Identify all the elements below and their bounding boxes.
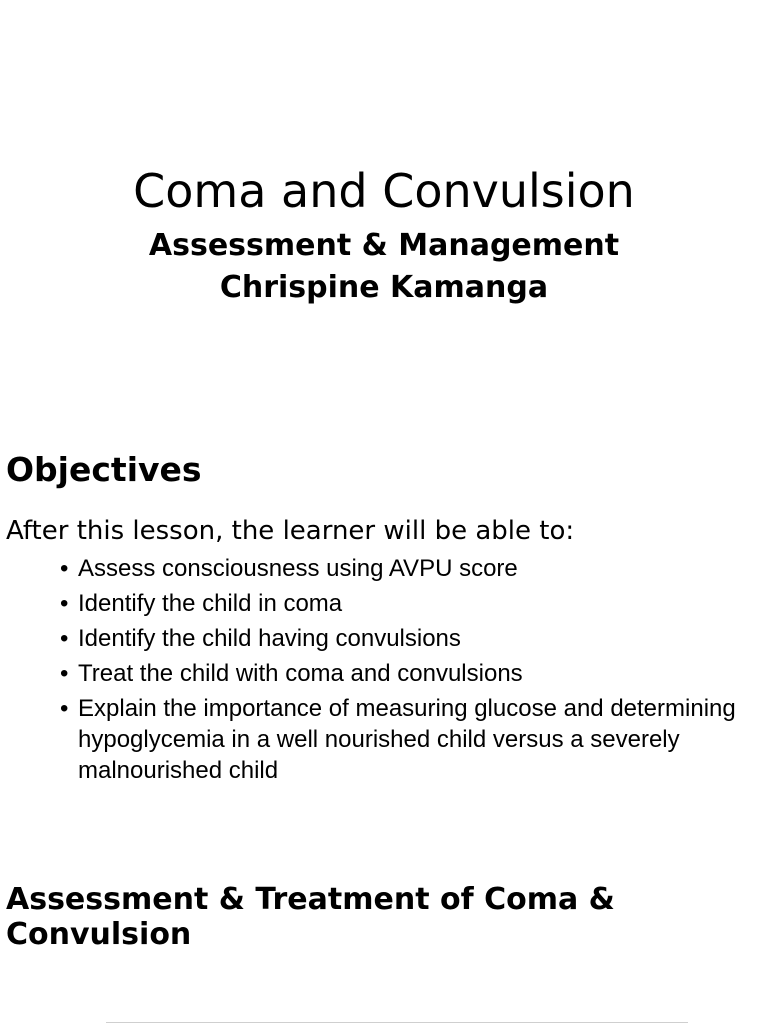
list-item: [60, 658, 768, 689]
list-item: [60, 623, 768, 654]
objectives-intro: After this lesson, the learner will be able to:: [6, 516, 575, 546]
bullet-icon: •: [60, 590, 69, 617]
list-item: [60, 693, 768, 786]
objectives-heading: Objectives: [6, 450, 202, 489]
slide-title: Coma and Convulsion: [133, 164, 635, 218]
objectives-list: [60, 553, 768, 790]
objective-text: Identify the child having convulsions: [78, 625, 461, 652]
slide-subtitle: Assessment & Management: [148, 228, 620, 263]
list-item: [60, 553, 768, 584]
objective-text: Assess consciousness using AVPU score: [78, 555, 518, 582]
title-slide: [0, 163, 768, 309]
bullet-icon: •: [60, 660, 69, 687]
list-item: [60, 588, 768, 619]
divider: [106, 1022, 688, 1023]
objective-text: Explain the importance of measuring glucose and determining hypoglycemia in a well nourished child versus a severely malnourished child: [78, 695, 736, 784]
objective-text: Identify the child in coma: [78, 590, 343, 617]
objective-text: Treat the child with coma and convulsions: [78, 660, 523, 687]
bullet-icon: •: [60, 555, 69, 582]
author-name: Chrispine Kamanga: [219, 270, 549, 305]
bullet-icon: •: [60, 625, 69, 652]
section-heading: Assessment & Treatment of Coma & Convulsion: [6, 882, 615, 952]
bullet-icon: •: [60, 695, 69, 722]
